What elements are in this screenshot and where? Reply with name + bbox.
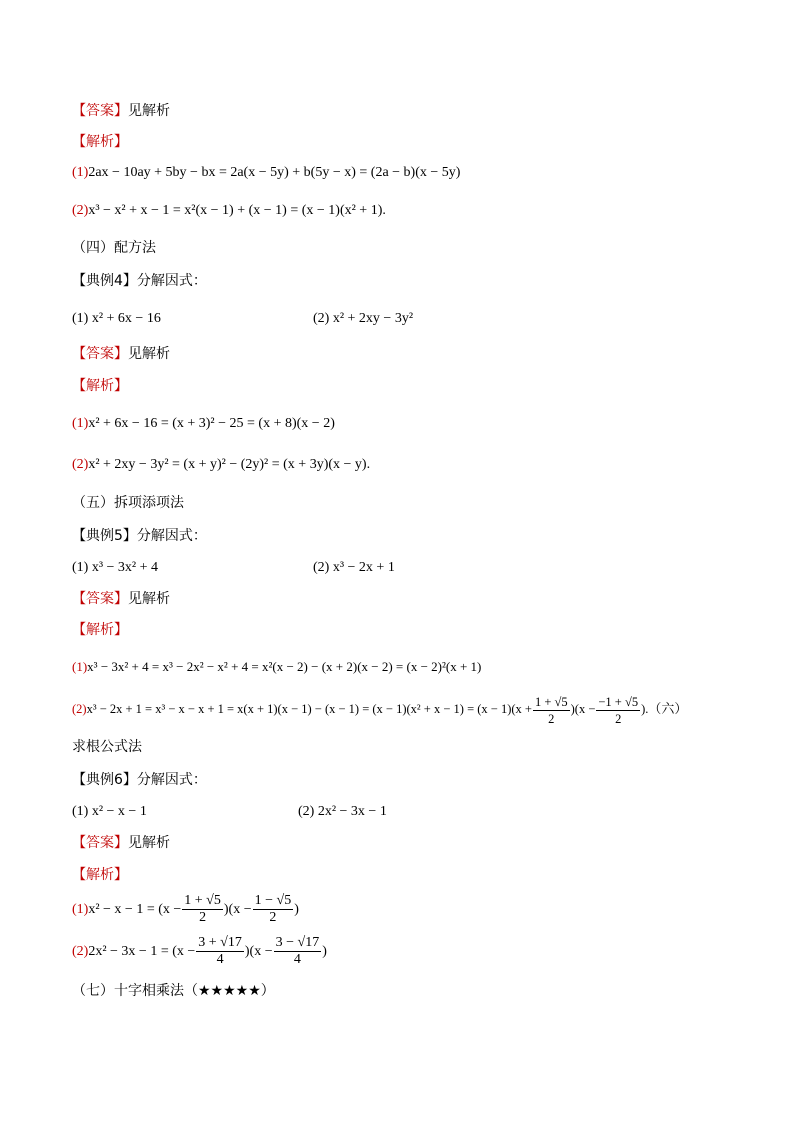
fraction (274, 935, 322, 968)
equation: x³ − x² + x − 1 = x²(x − 1) + (x − 1) = (x − 1)(x² + 1). (88, 203, 386, 218)
example-title: 【典例6】分解因式： (72, 772, 207, 788)
problem-2: (2) 2x² − 3x − 1 (298, 804, 387, 819)
fraction (182, 893, 223, 926)
problem-1: (1) x² + 6x − 16 (72, 311, 161, 326)
equation-part: ). (641, 702, 649, 716)
fraction (533, 694, 570, 727)
numerator: −1 + √5 (598, 694, 639, 709)
denominator: 2 (615, 711, 622, 726)
equation-part: x² − x − 1 = (x − (88, 902, 182, 917)
equation-part: 2x² − 3x − 1 = (x − (88, 944, 196, 959)
equation: x³ − 2x + 1 = x³ − x − x + 1 = x(x + 1)(x − 1) − (x − 1) = (x − 1)(x² + x − 1) = (x − 1)(x + (86, 702, 532, 716)
denominator: 4 (216, 952, 224, 968)
fraction (596, 694, 640, 727)
answer-line (72, 834, 170, 853)
item-number: (1) (72, 659, 88, 674)
section-title: （七）十字相乘法（★★★★★） (72, 983, 275, 999)
answer-text: 见解析 (128, 835, 170, 851)
answer-label: 【答案】 (72, 591, 128, 607)
example-title: 【典例4】分解因式： (72, 273, 207, 289)
equation-part: )(x − (244, 944, 273, 959)
denominator: 2 (548, 711, 555, 726)
equation: x³ − 3x² + 4 = x³ − 2x² − x² + 4 = x²(x − 2) − (x + 2)(x − 2) = (x − 2)²(x + 1) (87, 659, 482, 674)
equation-part: ) (322, 944, 327, 959)
item-number: (2) (72, 457, 89, 472)
answer-text: 见解析 (128, 346, 170, 362)
numerator: 1 − √5 (254, 893, 292, 909)
section-title-start: （六） (648, 702, 688, 717)
analysis-text: 【解析】 (72, 867, 128, 883)
answer-label: 【答案】 (72, 103, 128, 119)
section-title: 求根公式法 (72, 739, 142, 755)
item-number: (2) (72, 944, 89, 959)
numerator: 1 + √5 (534, 694, 568, 709)
analysis-label (72, 377, 128, 396)
solution-line (72, 164, 460, 182)
answer-label: 【答案】 (72, 835, 128, 851)
denominator: 2 (199, 910, 207, 926)
fraction (253, 893, 294, 926)
solution-line (72, 456, 370, 474)
item-number: (1) (72, 902, 89, 917)
example-title: 【典例5】分解因式： (72, 528, 207, 544)
equation: x² + 6x − 16 = (x + 3)² − 25 = (x + 8)(x − 2) (88, 416, 335, 431)
answer-label: 【答案】 (72, 346, 128, 362)
section-title: （五）拆项添项法 (72, 495, 184, 511)
equation-part: ) (294, 902, 299, 917)
solution-line (72, 658, 481, 676)
problem-1: (1) x² − x − 1 (72, 804, 147, 819)
analysis-text: 【解析】 (72, 134, 128, 150)
item-number: (1) (72, 165, 89, 180)
item-number: (2) (72, 702, 87, 716)
section-title: （四）配方法 (72, 240, 156, 256)
answer-text: 见解析 (128, 103, 170, 119)
analysis-text: 【解析】 (72, 378, 128, 394)
analysis-label (72, 133, 128, 152)
problem-1: (1) x³ − 3x² + 4 (72, 560, 159, 575)
equation: x² + 2xy − 3y² = (x + y)² − (2y)² = (x + 3y)(x − y). (88, 457, 371, 472)
problem-2: (2) x² + 2xy − 3y² (313, 311, 414, 326)
item-number: (1) (72, 416, 89, 431)
equation: 2ax − 10ay + 5by − bx = 2a(x − 5y) + b(5y − x) = (2a − b)(x − 5y) (88, 165, 461, 180)
equation-part: )(x − (570, 702, 596, 716)
denominator: 4 (293, 952, 301, 968)
numerator: 1 + √5 (184, 893, 221, 909)
numerator: 3 + √17 (198, 935, 242, 951)
solution-line (72, 692, 687, 727)
analysis-label (72, 866, 128, 885)
answer-line (72, 590, 170, 609)
numerator: 3 − √17 (275, 935, 320, 951)
answer-line (72, 102, 170, 121)
analysis-text: 【解析】 (72, 622, 128, 638)
answer-line (72, 345, 170, 364)
problem-2: (2) x³ − 2x + 1 (313, 560, 395, 575)
fraction (196, 935, 244, 968)
item-number: (2) (72, 203, 89, 218)
equation-part: )(x − (223, 902, 252, 917)
solution-line (72, 415, 335, 433)
denominator: 2 (269, 910, 277, 926)
analysis-label (72, 621, 128, 640)
solution-line (72, 935, 327, 969)
solution-line (72, 893, 299, 927)
answer-text: 见解析 (128, 591, 170, 607)
solution-line (72, 202, 386, 220)
